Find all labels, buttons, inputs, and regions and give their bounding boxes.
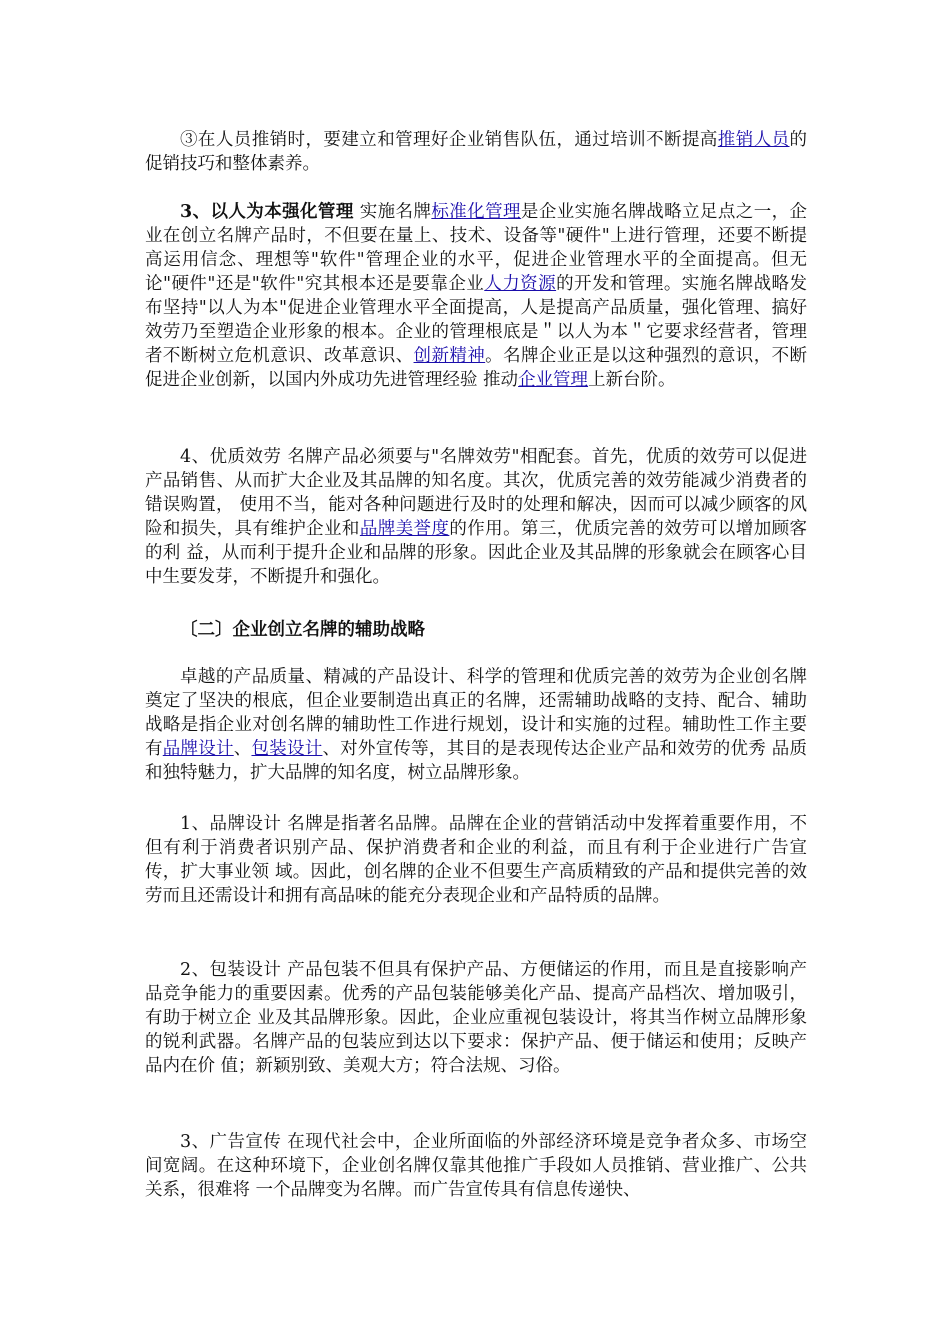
text: 、对外宣传等，其目的是表现传达企业产品和效劳的优秀 品质和独特魅力，扩大品牌的知名度，树立品牌形象。 bbox=[145, 739, 808, 783]
link-enterprise-management[interactable]: 企业管理 bbox=[518, 370, 589, 390]
paragraph-personal-selling bbox=[145, 128, 807, 176]
section-heading-people-oriented: 3、以人为本强化管理 bbox=[180, 202, 354, 222]
paragraph-packaging-design: 2、包装设计 产品包装不但具有保护产品、方便储运的作用，而且是直接影响产品竞争能力的重要因素。优秀的产品包装能够美化产品、提高产品档次、增加吸引，有助于树立企 业及其品牌形象。因此，企业应重视包装设计，将其当作树立品牌形象的锐利武器。名牌产品的包装应到达以下要求：保护产品、便于储运和使用；反映产品内在价 值；新颖别致、美观大方；符合法规、习俗。 bbox=[145, 960, 807, 1076]
text: 是企业实施名牌战略立足点之一，企业在创立名牌产品时，不但要在量上、技术、设备等"硬件"上进行管理，还要不断提高运用信念、理想等"软件"管理企业的水平，促进企业管理水平的全面提高。但无论"硬件"还是"软件"究其根本还是要靠企业 bbox=[145, 202, 808, 294]
link-sales-staff[interactable]: 推销人员 bbox=[717, 130, 790, 150]
paragraph-people-oriented bbox=[145, 200, 807, 392]
text: 的作用。第三，优质完善的效劳可以增加顾客的利 益，从而利于提升企业和品牌的形象。因此企业及其品牌的形象就会在顾客心目中生要发芽，不断提升和强化。 bbox=[145, 519, 808, 587]
text: 、 bbox=[233, 739, 252, 759]
section-heading-auxiliary-strategy: 〔二〕企业创立名牌的辅助战略 bbox=[180, 620, 425, 640]
text: 实施名牌 bbox=[353, 202, 432, 222]
link-human-resources[interactable]: 人力资源 bbox=[484, 274, 557, 294]
link-standardized-management[interactable]: 标准化管理 bbox=[431, 202, 521, 222]
text: 4、优质效劳 名牌产品必须要与"名牌效劳"相配套。首先，优质的效劳可以促进产品销售、从而扩大企业及其品牌的知名度。其次，优质完善的效劳能减少消费者的错误购置， 使用不当，能对各种问题进行及时的处理和解决，因而可以减少顾客的风险和损失，具有维护企业和 bbox=[145, 447, 807, 539]
text: 的开发和管理。实施名牌战略发布坚持"以人为本"促进企业管理水平全面提高，人是提高产品质量，强化管理、搞好效劳乃至塑造企业形象的根本。企业的管理根底是＂以人为本＂它要求经营者，管理者不断树立危机意识、改革意识、 bbox=[145, 274, 808, 366]
text: ③在人员推销时，要建立和管理好企业销售队伍，通过培训不断提高 bbox=[180, 130, 718, 150]
text: 。名牌企业正是以这种强烈的意识，不断促进企业创新，以国内外成功先进管理经验 推动 bbox=[145, 346, 808, 390]
link-brand-reputation[interactable]: 品牌美誉度 bbox=[359, 519, 450, 539]
text: 上新台阶。 bbox=[588, 370, 676, 390]
link-packaging-design[interactable]: 包装设计 bbox=[251, 739, 323, 759]
paragraph-advertising: 3、广告宣传 在现代社会中，企业所面临的外部经济环境是竞争者众多、市场空间宽阔。在这种环境下，企业创名牌仅靠其他推广手段如人员推销、营业推广、公共关系，很难将 一个品牌变为名牌。而广告宣传具有信息传递快、 bbox=[145, 1132, 807, 1200]
paragraph-quality-service bbox=[145, 445, 807, 589]
link-innovation-spirit[interactable]: 创新精神 bbox=[413, 346, 486, 366]
paragraph-auxiliary-intro bbox=[145, 665, 807, 785]
text: 卓越的产品质量、精减的产品设计、科学的管理和优质完善的效劳为企业创名牌奠定了坚决的根底，但企业要制造出真正的名牌，还需辅助战略的支持、配合、辅助 战略是指企业对创名牌的辅助性工作进行规划，设计和实施的过程。辅助性工作主要有 bbox=[145, 667, 807, 759]
text: 的促销技巧和整体素养。 bbox=[145, 130, 808, 174]
paragraph-brand-design: 1、品牌设计 名牌是指著名品牌。品牌在企业的营销活动中发挥着重要作用，不但有利于消费者识别产品、保护消费者和企业的利益，而且有利于企业进行广告宣传，扩大事业领 域。因此，创名牌的企业不但要生产高质精致的产品和提供完善的效劳而且还需设计和拥有高品味的能充分表现企业和产品特质的品牌。 bbox=[145, 814, 807, 906]
link-brand-design[interactable]: 品牌设计 bbox=[162, 739, 234, 759]
